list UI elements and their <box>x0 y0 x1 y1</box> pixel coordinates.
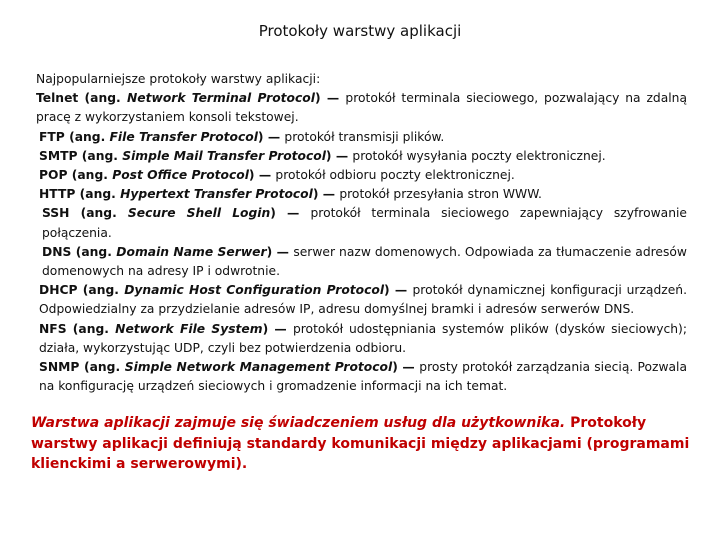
protocol-http <box>36 185 687 204</box>
protocol-name: Telnet <box>36 91 79 106</box>
protocol-dash: — <box>389 283 413 298</box>
protocol-full-name: Post Office Protocol <box>112 168 249 183</box>
protocol-description: prosty protokół zarządzania siecią. Pozwala na konfigurację urządzeń sieciowych i gromadzenie informacji na ich temat. <box>39 360 687 394</box>
protocol-close: ) <box>325 148 332 163</box>
protocol-description: protokół dynamicznej konfiguracji urządzeń. Odpowiedzialny za przydzielanie adresów IP, adresu domyślnej bramki i adresów serwerów DNS. <box>39 283 687 317</box>
protocol-full-name: Dynamic Host Configuration Protocol <box>124 283 385 298</box>
protocol-description: protokół odbioru poczty elektronicznej. <box>275 168 515 183</box>
protocol-dash: — <box>331 148 353 163</box>
protocol-ang: (ang. <box>71 244 117 259</box>
protocol-full-name: Network File System <box>115 321 263 336</box>
protocol-ssh <box>36 204 687 242</box>
protocol-close: ) <box>248 168 255 183</box>
protocol-dhcp <box>36 281 687 319</box>
protocol-description: protokół wysyłania poczty elektronicznej. <box>352 148 606 163</box>
protocol-close: ) <box>270 206 276 221</box>
protocol-name: POP <box>39 168 68 183</box>
protocol-full-name: Hypertext Transfer Protocol <box>120 187 313 202</box>
summary-part-1: Warstwa aplikacji zajmuje się świadczeniem usług dla użytkownika. <box>31 415 566 431</box>
protocol-snmp <box>36 358 687 396</box>
protocol-full-name: File Transfer Protocol <box>109 129 258 144</box>
protocol-dash: — <box>254 168 276 183</box>
protocol-name: HTTP <box>39 187 76 202</box>
protocol-close: ) <box>312 187 319 202</box>
protocol-name: DHCP <box>39 283 78 298</box>
protocol-pop <box>36 166 687 185</box>
protocol-full-name: Network Terminal Protocol <box>126 91 315 106</box>
protocol-description: protokół przesyłania stron WWW. <box>339 187 542 202</box>
protocol-nfs <box>36 320 687 358</box>
protocol-ftp <box>36 128 687 147</box>
protocol-ang: (ang. <box>64 129 110 144</box>
protocol-dns <box>36 243 687 281</box>
protocol-close: ) <box>262 321 269 336</box>
protocol-telnet <box>36 89 687 127</box>
protocol-ang: (ang. <box>69 206 128 221</box>
protocol-dash: — <box>275 206 311 221</box>
protocol-description: protokół transmisji plików. <box>284 129 445 144</box>
protocol-name: DNS <box>42 244 72 259</box>
protocol-ang: (ang. <box>79 360 125 375</box>
protocol-full-name: Simple Network Management Protocol <box>124 360 393 375</box>
protocol-full-name: Simple Mail Transfer Protocol <box>122 148 326 163</box>
protocol-description: protokół terminala sieciowego zapewniający szyfrowanie połączenia. <box>42 206 687 240</box>
protocol-name: SNMP <box>39 360 80 375</box>
protocol-ang: (ang. <box>75 187 121 202</box>
protocol-list <box>36 70 687 396</box>
protocol-close: ) <box>314 91 321 106</box>
protocol-close: ) <box>257 129 264 144</box>
protocol-dash: — <box>318 187 340 202</box>
summary-part-2: Protokoły warstwy aplikacji definiują standardy komunikacji między aplikacjami (programami klienckimi a serwerowymi). <box>31 415 690 472</box>
summary-note <box>31 413 691 475</box>
protocol-full-name: Domain Name Serwer <box>116 244 267 259</box>
protocol-description: protokół udostępniania systemów plików (dysków sieciowych); działa, wykorzystując UDP, czyli bez potwierdzenia odbioru. <box>39 321 687 355</box>
protocol-ang: (ang. <box>77 283 125 298</box>
page-title: Protokoły warstwy aplikacji <box>258 22 462 40</box>
protocol-name: SMTP <box>39 148 78 163</box>
protocol-dash: — <box>268 321 293 336</box>
protocol-name: NFS <box>39 321 67 336</box>
protocol-close: ) <box>266 244 273 259</box>
protocol-ang: (ang. <box>77 148 123 163</box>
protocol-dash: — <box>320 91 346 106</box>
protocol-full-name: Secure Shell Login <box>127 206 271 221</box>
protocol-ang: (ang. <box>67 168 113 183</box>
protocol-dash: — <box>397 360 420 375</box>
protocol-ang: (ang. <box>66 321 116 336</box>
protocol-ang: (ang. <box>78 91 127 106</box>
protocol-close: ) <box>384 283 390 298</box>
protocol-dash: — <box>263 129 285 144</box>
protocol-description: serwer nazw domenowych. Odpowiada za tłumaczenie adresów domenowych na adresy IP i odwrotnie. <box>42 244 687 279</box>
protocol-smtp <box>36 147 687 166</box>
protocol-description: protokół terminala sieciowego, pozwalający na zdalną pracę z wykorzystaniem konsoli tekstowej. <box>36 91 687 125</box>
protocol-close: ) <box>392 360 398 375</box>
intro-text: Najpopularniejsze protokoły warstwy aplikacji: <box>36 72 321 86</box>
protocol-name: FTP <box>39 129 65 144</box>
protocol-dash: — <box>272 244 294 259</box>
protocol-name: SSH <box>42 206 70 221</box>
